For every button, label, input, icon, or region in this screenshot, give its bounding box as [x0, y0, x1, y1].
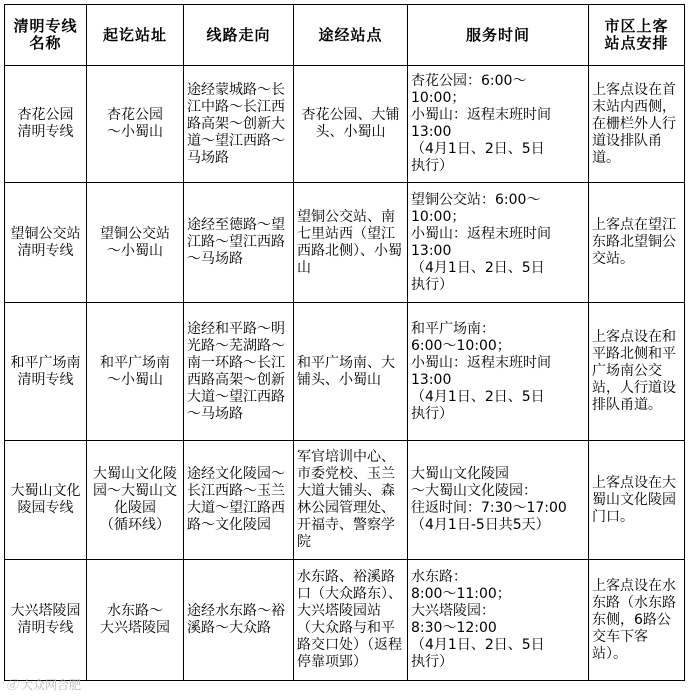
cell-boarding: 上客点设在大蜀山文化陵园门口。	[589, 441, 685, 560]
cell-line-name: 大蜀山文化 陵园专线	[5, 441, 87, 560]
cell-service-time: 杏花公园：6:00～ 10:00； 小蜀山：返程末班时间 13:00 （4月1日、2日、5日 执行）	[408, 66, 589, 183]
cell-boarding: 上客点设在首末站内西侧，在栅栏外人行道设排队甬道。	[589, 66, 685, 183]
cell-service-time: 和平广场南： 6:00～10:00； 小蜀山：返程末班时间 13:00 （4月1日、2日、5日 执行）	[408, 303, 589, 441]
table-row	[5, 66, 685, 183]
cell-terminals: 望铜公交站 ～小蜀山	[87, 183, 184, 303]
cell-terminals: 和平广场南 ～小蜀山	[87, 303, 184, 441]
cell-line-name: 和平广场南 清明专线	[5, 303, 87, 441]
cell-stops: 杏花公园、大铺头、小蜀山	[294, 66, 408, 183]
header-boarding: 市区上客 站点安排	[589, 5, 685, 66]
watermark-text: 大众网合肥	[21, 678, 82, 692]
cell-boarding: 上客点在望江东路北望铜公交站。	[589, 183, 685, 303]
table-row	[5, 183, 685, 303]
cell-terminals: 杏花公园 ～小蜀山	[87, 66, 184, 183]
cell-route: 途经文化陵园～长江西路～玉兰大道～望江路西路～文化陵园	[184, 441, 294, 560]
header-route: 线路走向	[184, 5, 294, 66]
header-row	[5, 5, 685, 66]
cell-service-time: 望铜公交站：6:00～ 10:00； 小蜀山：返程末班时间 13:00 （4月1日、2日、5日 执行）	[408, 183, 589, 303]
cell-line-name: 杏花公园 清明专线	[5, 66, 87, 183]
watermark	[6, 676, 81, 693]
cell-route: 途经至德路～望江路～望江西路～马场路	[184, 183, 294, 303]
cell-stops: 望铜公交站、南七里站西（望江西路北侧）、小蜀山	[294, 183, 408, 303]
header-service-time: 服务时间	[408, 5, 589, 66]
cell-route: 途经蒙城路～长江中路～长江西路高架～创新大道～望江西路～马场路	[184, 66, 294, 183]
table-row	[5, 441, 685, 560]
cell-service-time: 水东路： 8:00～11:00； 大兴塔陵园： 8:30～12:00 （4月1日、2日、5日 执行）	[408, 560, 589, 681]
cell-route: 途经水东路～裕溪路～大众路	[184, 560, 294, 681]
cell-boarding: 上客点设在和平路北侧和平广场南公交站，人行道设排队甬道。	[589, 303, 685, 441]
cell-stops: 军官培训中心、市委党校、玉兰大道大铺头、森林公园管理处、开福寺、警察学院	[294, 441, 408, 560]
header-line-name: 清明专线 名称	[5, 5, 87, 66]
header-stops: 途经站点	[294, 5, 408, 66]
cell-stops: 水东路、裕溪路口（大众路东）、大兴塔陵园站（大众路与和平路交口处）（返程停靠项郢）	[294, 560, 408, 681]
cell-terminals: 水东路～ 大兴塔陵园	[87, 560, 184, 681]
watermark-logo-icon: ⓓ	[6, 678, 19, 692]
cell-terminals: 大蜀山文化陵园～大蜀山文化陵园 （循环线）	[87, 441, 184, 560]
table-row	[5, 560, 685, 681]
schedule-table	[4, 4, 685, 681]
table-row	[5, 303, 685, 441]
cell-route: 途经和平路～明光路～芜湖路～南一环路～长江西路高架～创新大道～望江西路～马场路	[184, 303, 294, 441]
header-terminals: 起讫站址	[87, 5, 184, 66]
cell-service-time: 大蜀山文化陵园 ～大蜀山文化陵园： 往返时间：7:30～17:00 （4月1日-5日共5天）	[408, 441, 589, 560]
cell-boarding: 上客点设在水东路（水东路东侧，6路公交车下客站）。	[589, 560, 685, 681]
cell-line-name: 大兴塔陵园 清明专线	[5, 560, 87, 681]
cell-stops: 和平广场南、大铺头、小蜀山	[294, 303, 408, 441]
cell-line-name: 望铜公交站 清明专线	[5, 183, 87, 303]
